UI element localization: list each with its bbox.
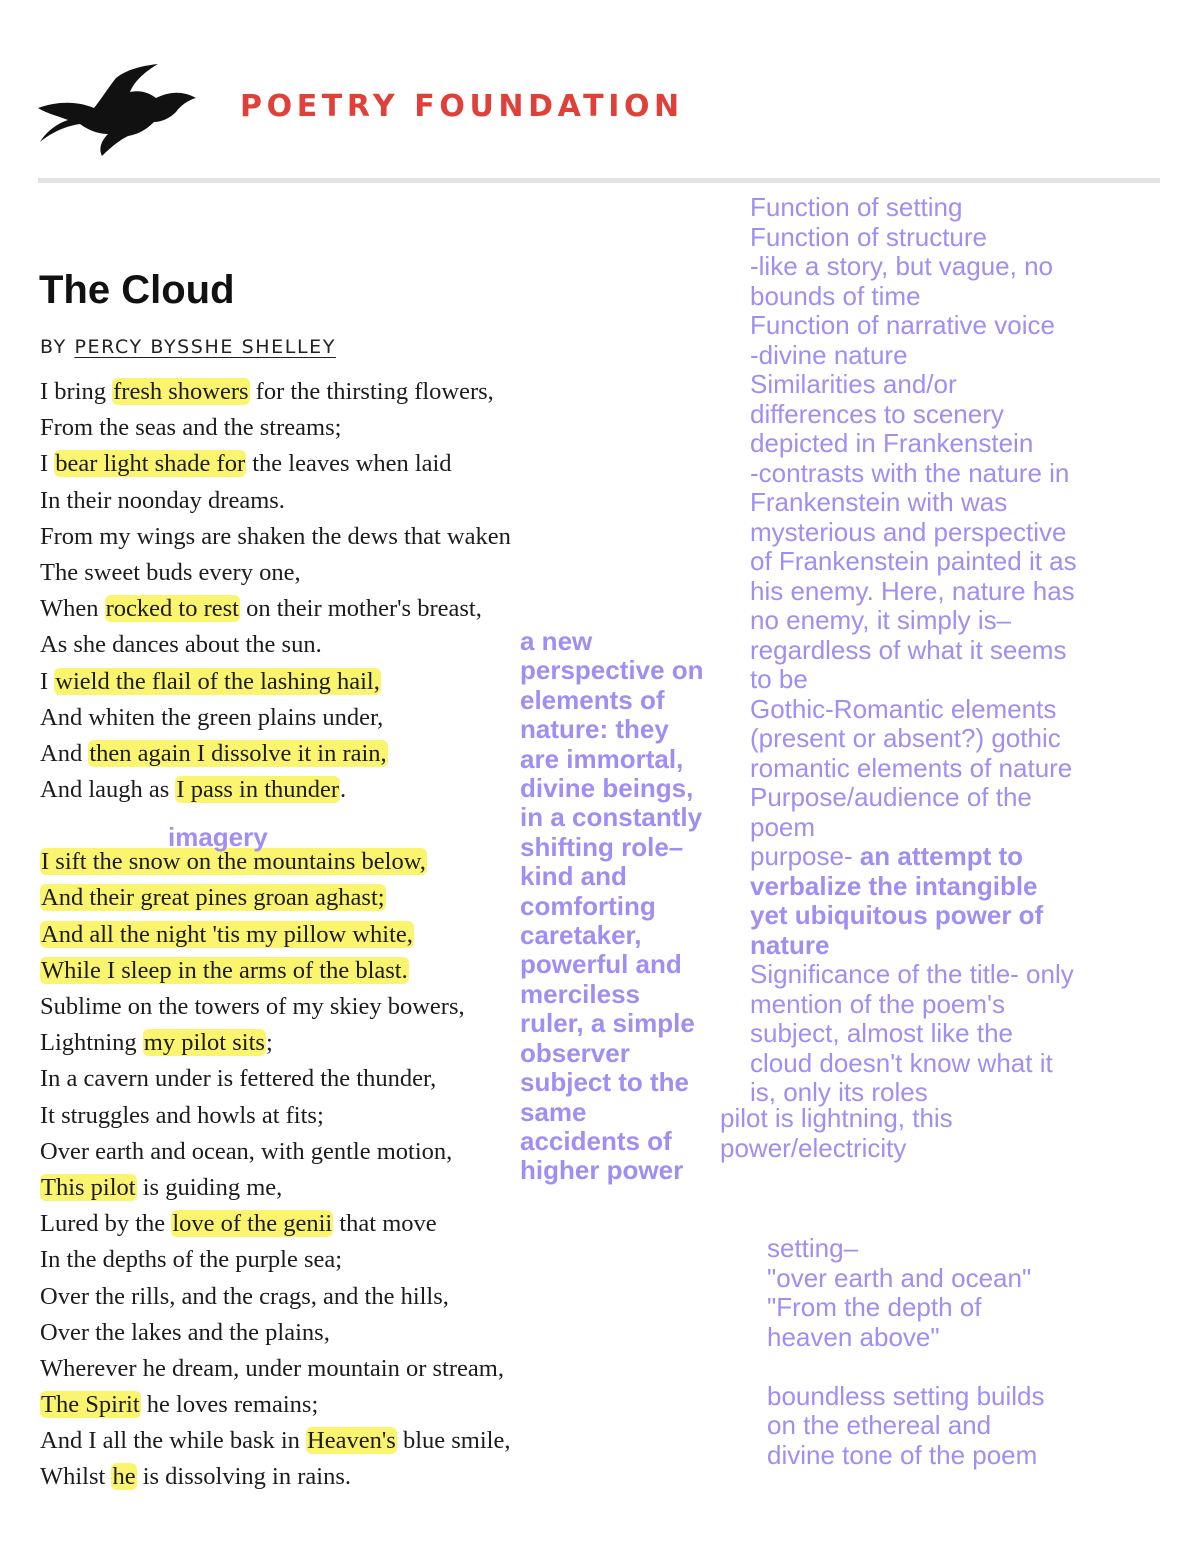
annotation-nature-perspective — [520, 627, 704, 1186]
poem-line: It struggles and howls at fits; — [40, 1101, 324, 1129]
poem-line: And whiten the green plains under, — [40, 703, 384, 731]
highlighted-phrase: he — [112, 1463, 136, 1491]
annotation-line: Frankenstein with was — [750, 487, 1008, 517]
annotation-line: subject to the — [520, 1067, 690, 1098]
poem-line: In their noonday dreams. — [40, 486, 285, 514]
byline-prefix: BY — [40, 336, 67, 358]
annotation-line: Significance of the title- only — [750, 959, 1074, 989]
annotation-line: cloud doesn't know what it — [750, 1047, 1053, 1078]
annotation-line: purpose- an attempt to — [750, 841, 1024, 871]
annotation-line: boundless setting builds — [767, 1380, 1045, 1411]
poem-line: Wherever he dream, under mountain or stream, — [40, 1354, 504, 1382]
brand-name[interactable]: POETRY FOUNDATION — [240, 89, 684, 124]
poem-text — [40, 374, 511, 1496]
poem-line: Lightning my pilot sits; — [40, 1029, 273, 1057]
annotation-line — [750, 931, 1077, 961]
annotation-line: elements of — [520, 684, 665, 715]
annotation-line: -like a story, but vague, no — [750, 251, 1054, 281]
annotation-line: pilot is lightning, this — [720, 1103, 953, 1133]
annotation-line: higher power — [520, 1155, 684, 1186]
poem-line: From the seas and the streams; — [40, 414, 342, 442]
annotation-line: romantic elements of nature — [750, 752, 1073, 783]
annotation-line: Purpose/audience of the — [750, 782, 1032, 812]
annotation-line — [767, 1352, 1045, 1382]
annotation-line: of Frankenstein painted it as — [750, 546, 1077, 576]
byline — [40, 336, 336, 358]
annotation-line: in a constantly — [520, 802, 703, 833]
poem-line: Lured by the love of the genii that move — [40, 1210, 437, 1238]
poem-title: The Cloud — [39, 268, 235, 312]
annotation-line: merciless — [520, 978, 640, 1009]
annotation-line: -contrasts with the nature in — [750, 457, 1070, 488]
annotation-line: ruler, a simple — [520, 1008, 695, 1039]
highlighted-phrase: then again I dissolve it in rain, — [89, 739, 387, 767]
poem-line: This pilot is guiding me, — [41, 1173, 283, 1201]
annotation-line: bounds of time — [750, 280, 921, 311]
annotation-line: setting– — [767, 1233, 859, 1263]
poem-line: When rocked to rest on their mother's breast, — [40, 595, 482, 623]
poem-line: As she dances about the sun. — [40, 631, 322, 659]
annotation-line: is, only its roles — [750, 1077, 928, 1107]
annotation-line: heaven above" — [767, 1321, 940, 1352]
annotation-line: to be — [750, 664, 808, 694]
annotation-emphasis: nature — [750, 929, 830, 960]
highlighted-phrase: And all the night 'tis my pillow white, — [41, 920, 413, 948]
annotation-line: shifting role– — [520, 831, 684, 862]
author-link[interactable]: PERCY BYSSHE SHELLEY — [74, 336, 336, 358]
highlighted-phrase: my pilot sits — [143, 1029, 265, 1057]
highlighted-phrase: I sift the snow on the mountains below, — [41, 848, 426, 876]
poem-line — [40, 953, 511, 989]
poem-line: Over the lakes and the plains, — [40, 1318, 330, 1346]
poem-line: The sweet buds every one, — [40, 558, 301, 586]
annotation-line: mention of the poem's — [750, 988, 1005, 1019]
annotation-line: divine tone of the poem — [767, 1439, 1038, 1470]
poem-line: And I all the while bask in Heaven's blue smile, — [40, 1427, 511, 1455]
annotation-imagery: imagery — [168, 822, 268, 852]
annotation-line: differences to scenery — [750, 398, 1004, 429]
highlighted-phrase: Heaven's — [307, 1427, 396, 1455]
poem-line — [40, 880, 511, 916]
poem-line: Over earth and ocean, with gentle motion, — [40, 1137, 453, 1165]
highlighted-phrase: And their great pines groan aghast; — [41, 884, 385, 912]
annotation-line: on the ethereal and — [767, 1410, 992, 1440]
annotation-line: (present or absent?) gothic — [750, 723, 1061, 753]
annotation-line — [750, 872, 1077, 902]
annotation-line: depicted in Frankenstein — [750, 428, 1034, 458]
poem-line: From my wings are shaken the dews that waken — [40, 522, 511, 550]
highlighted-phrase: The Spirit — [41, 1391, 140, 1419]
header-divider — [38, 178, 1160, 183]
annotation-line: Function of narrative voice — [750, 310, 1055, 340]
annotation-line: Similarities and/or — [750, 369, 957, 399]
annotation-line: perspective on — [520, 655, 704, 686]
annotation-emphasis: an attempt to — [859, 841, 1024, 871]
poem-line — [40, 917, 511, 953]
annotation-line: divine beings, — [520, 773, 694, 804]
poem-line: I bring fresh showers for the thirsting flowers, — [40, 378, 494, 405]
highlighted-phrase: While I sleep in the arms of the blast. — [41, 956, 408, 984]
annotation-line: Function of setting — [750, 192, 963, 222]
poem-line: Sublime on the towers of my skiey bowers, — [40, 993, 465, 1020]
annotation-line: regardless of what it seems — [750, 634, 1067, 665]
highlighted-phrase: bear light shade for — [55, 450, 246, 478]
annotation-line: power/electricity — [720, 1132, 907, 1163]
annotation-line: caretaker, — [520, 920, 642, 951]
annotation-emphasis: verbalize the intangible — [750, 870, 1038, 901]
annotation-line: observer — [520, 1037, 630, 1068]
annotation-line: Gothic-Romantic elements — [750, 693, 1057, 724]
highlighted-phrase: love of the genii — [172, 1210, 333, 1238]
poem-line: In a cavern under is fettered the thunder, — [40, 1065, 437, 1093]
poem-line: I wield the flail of the lashing hail, — [40, 667, 380, 695]
annotation-line: "over earth and ocean" — [767, 1262, 1032, 1293]
stanza-break — [40, 808, 511, 844]
annotation-line: a new — [520, 626, 593, 656]
poem-line: The Spirit he loves remains; — [41, 1391, 319, 1419]
highlighted-phrase: wield the flail of the lashing hail, — [55, 667, 380, 695]
pegasus-icon[interactable] — [36, 62, 198, 158]
poem-line: Over the rills, and the crags, and the hills, — [40, 1282, 449, 1310]
annotation-line: nature: they — [520, 714, 669, 745]
annotation-line: Function of structure — [750, 221, 987, 252]
highlighted-phrase: I pass in thunder — [176, 776, 340, 804]
poem-line: And laugh as I pass in thunder. — [40, 776, 347, 804]
annotation-line: -divine nature — [750, 339, 908, 370]
annotation-line: no enemy, it simply is– — [750, 605, 1012, 635]
annotation-emphasis: yet ubiquitous power of — [750, 900, 1044, 930]
annotation-line: are immortal, — [520, 743, 684, 774]
annotation-line: mysterious and perspective — [750, 516, 1067, 547]
annotation-setting — [767, 1234, 1045, 1470]
annotation-line: his enemy. Here, nature has — [750, 575, 1075, 606]
annotation-line: same — [520, 1096, 587, 1127]
poem-line — [40, 844, 511, 880]
highlighted-phrase: fresh showers — [113, 378, 249, 405]
annotation-line: poem — [750, 811, 816, 842]
poem-line: In the depths of the purple sea; — [40, 1246, 343, 1274]
annotation-pilot — [720, 1104, 953, 1163]
annotation-line: "From the depth of — [767, 1292, 982, 1322]
poem-line: Whilst he is dissolving in rains. — [40, 1463, 351, 1491]
annotation-line: subject, almost like the — [750, 1018, 1014, 1048]
annotation-line: comforting — [520, 890, 656, 921]
annotation-line: kind and — [520, 861, 627, 892]
poem-line: And then again I dissolve it in rain, — [40, 739, 387, 767]
highlighted-phrase: rocked to rest — [105, 595, 239, 623]
annotation-line: accidents of — [520, 1125, 672, 1156]
annotation-line — [750, 901, 1077, 931]
annotation-analysis-notes — [750, 193, 1077, 1108]
highlighted-phrase: This pilot — [41, 1173, 136, 1201]
poem-line: I bear light shade for the leaves when laid — [40, 450, 452, 478]
annotation-line: powerful and — [520, 949, 682, 980]
